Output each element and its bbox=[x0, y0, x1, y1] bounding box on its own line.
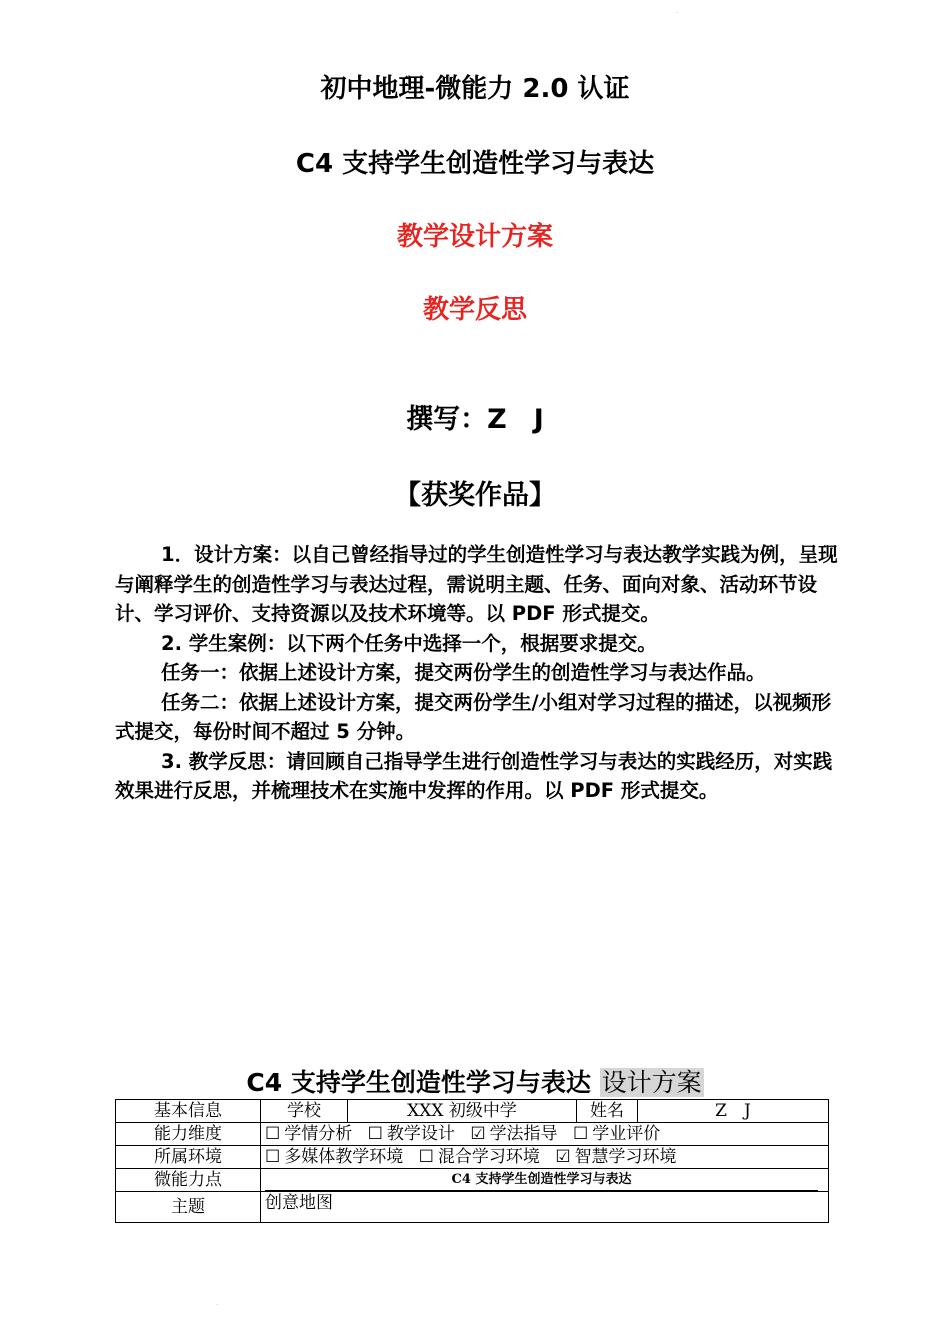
ability-option[interactable]: ☐ 学业评价 bbox=[572, 1124, 661, 1144]
school-value: XXX 初级中学 bbox=[348, 1100, 577, 1123]
checkbox-icon: ☐ bbox=[265, 1147, 281, 1167]
name-value: Z J bbox=[638, 1100, 829, 1123]
table-title-highlight: 设计方案 bbox=[601, 1068, 702, 1097]
doc-title: 初中地理-微能力 2.0 认证 bbox=[320, 74, 630, 104]
checkbox-icon: ☐ bbox=[418, 1147, 434, 1167]
table-row bbox=[116, 1123, 829, 1146]
basic-info-label: 基本信息 bbox=[116, 1100, 261, 1123]
env-option[interactable]: ☐ 混合学习环境 bbox=[418, 1147, 540, 1167]
topic-label: 主题 bbox=[116, 1192, 261, 1223]
ability-option[interactable]: ☑ 学法指导 bbox=[470, 1124, 558, 1144]
checkbox-icon: ☐ bbox=[265, 1124, 281, 1144]
paragraph: 1．设计方案：以自己曾经指导过的学生创造性学习与表达教学实践为例，呈现与阐释学生的创造性学习与表达过程，需说明主题、任务、面向对象、活动环节设计、学习评价、支持资源以及技术环境等。以 PDF 形式提交。 bbox=[115, 543, 838, 625]
checkbox-icon: ☐ bbox=[572, 1124, 589, 1144]
micro-value-cell bbox=[261, 1169, 829, 1192]
author-line: 撰写：Z J bbox=[406, 404, 544, 435]
award-label: 【获奖作品】 bbox=[394, 480, 556, 511]
name-label: 姓名 bbox=[577, 1100, 638, 1123]
micro-value: C4 支持学生创造性学习与表达 bbox=[265, 1170, 818, 1191]
paragraph: 2. 学生案例：以下两个任务中选择一个，根据要求提交。 bbox=[161, 631, 657, 655]
ability-options bbox=[261, 1123, 829, 1146]
ability-option[interactable]: ☐ 学情分析 bbox=[265, 1124, 353, 1144]
env-options bbox=[261, 1146, 829, 1169]
env-label: 所属环境 bbox=[116, 1146, 261, 1169]
checkbox-icon: ☐ bbox=[367, 1124, 383, 1144]
table-row bbox=[116, 1146, 829, 1169]
paragraph: 3. 教学反思：请回顾自己指导学生进行创造性学习与表达的实践经历，对实践效果进行反思，并梳理技术在实施中发挥的作用。以 PDF 形式提交。 bbox=[115, 749, 833, 802]
paragraph: 任务二：依据上述设计方案，提交两份学生/小组对学习过程的描述，以视频形式提交，每份时间不超过 5 分钟。 bbox=[115, 690, 832, 743]
design-info-table bbox=[115, 1099, 829, 1223]
env-option[interactable]: ☐ 多媒体教学环境 bbox=[265, 1147, 404, 1167]
checkbox-checked-icon: ☑ bbox=[555, 1147, 571, 1167]
table-row bbox=[116, 1169, 829, 1192]
doc-subtitle: C4 支持学生创造性学习与表达 bbox=[295, 149, 655, 179]
checkbox-checked-icon: ☑ bbox=[470, 1124, 486, 1144]
ability-option[interactable]: ☐ 教学设计 bbox=[367, 1124, 455, 1144]
table-row bbox=[116, 1100, 829, 1123]
micro-label: 微能力点 bbox=[116, 1169, 261, 1192]
section-heading-design: 教学设计方案 bbox=[396, 222, 553, 252]
table-title-main: C4 支持学生创造性学习与表达 bbox=[246, 1068, 591, 1097]
env-option[interactable]: ☑ 智慧学习环境 bbox=[555, 1147, 677, 1167]
table-row bbox=[116, 1192, 829, 1223]
section-heading-reflection: 教学反思 bbox=[422, 295, 527, 325]
corner-mark: . bbox=[676, 8, 678, 15]
requirements-text bbox=[115, 540, 845, 806]
paragraph: 任务一：依据上述设计方案，提交两份学生的创造性学习与表达作品。 bbox=[161, 661, 766, 684]
corner-mark: . bbox=[216, 1300, 218, 1307]
topic-value: 创意地图 bbox=[261, 1192, 829, 1223]
table-title bbox=[0, 1066, 950, 1100]
ability-label: 能力维度 bbox=[116, 1123, 261, 1146]
school-label: 学校 bbox=[261, 1100, 348, 1123]
